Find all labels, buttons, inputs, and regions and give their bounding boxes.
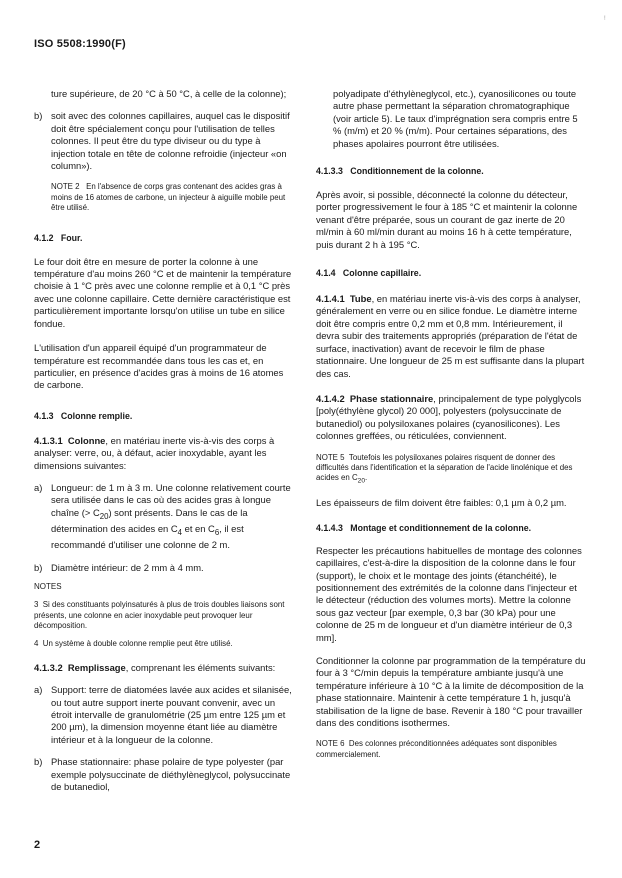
text-run: , il est recommandé d'utiliser une colonne de 2 m. xyxy=(51,523,244,551)
note-label: 3 xyxy=(34,600,39,610)
item-b-continuation: polyadipate d'éthylèneglycol, etc.), cyanosilicones ou toute autre phase permettant la séparation chromatographique (voir article 5). Le taux d'imprégnation sera compris entre 5 % (m/m) et 20 % (m/m). Pour certaines séparations, des phases apolaires pourront être utilisées. xyxy=(333,88,578,149)
list-label: b) xyxy=(34,756,43,768)
list-label: b) xyxy=(34,561,43,573)
section-heading-4-1-4 xyxy=(316,268,586,279)
section-number: 4.1.4.1 xyxy=(316,293,345,305)
note-6 xyxy=(316,739,586,760)
list-label: a) xyxy=(34,481,43,493)
note-text: Un système à double colonne remplie peut être utilisé. xyxy=(42,639,233,649)
section-number: 4.1.3.3 xyxy=(316,166,343,177)
section-number: 4.1.4 xyxy=(316,268,336,279)
section-number: 4.1.2 xyxy=(34,232,54,243)
list-item-text: Diamètre intérieur: de 2 mm à 4 mm. xyxy=(51,561,204,573)
note-label: NOTE 6 xyxy=(316,739,345,749)
list-item-text: Phase stationnaire: phase polaire de type polyester (par exemple polysuccinate de diéthylèneglycol, polysuccinate de butanediol, xyxy=(51,756,291,792)
section-number: 4.1.3 xyxy=(34,410,54,421)
document-header: ISO 5508:1990(F) xyxy=(34,38,126,50)
list-item-text: Support: terre de diatomées lavée aux acides et silanisée, ou tout autre support inerte pouvant convenir, avec un étroit intervalle de granulométrie (25 µm entre 125 µm et 200 µm), la dimension moyenne étant liée au diamètre intérieur et à la longueur de la colonne. xyxy=(51,684,292,745)
note-label: 4 xyxy=(34,639,39,649)
paragraph: Conditionner la colonne par programmation de la température du four à 3 °C/min depuis la température ambiante jusqu'à une température inférieure à 10 °C à la limite de décomposition de la phase stationnaire. Maintenir à cette température 1 h, jusqu'à stabilisation de la ligne de base. Revenir à 180 °C pour travailler dans des conditions isothermes. xyxy=(316,654,586,729)
list-item-text: soit avec des colonnes capillaires, auquel cas le dispositif doit être spécialement conçu pour l'utilisation de telles colonnes. Il peut être du type diviseur ou du type à injection totale en tête de colonne refroidie (injecteur «on column»). xyxy=(51,110,290,172)
note-text: Des colonnes préconditionnées adéquates sont disponibles commercialement. xyxy=(316,739,557,759)
section-title: Phase stationnaire xyxy=(349,392,434,404)
text-run: et en C xyxy=(182,523,215,535)
paragraph-4-1-3-2 xyxy=(34,662,296,674)
section-title: Montage et conditionnement de la colonne. xyxy=(350,522,532,533)
item-a-continuation: ture supérieure, de 20 °C à 50 °C, à celle de la colonne); xyxy=(51,88,287,99)
paragraph: Les épaisseurs de film doivent être faibles: 0,1 µm à 0,2 µm. xyxy=(316,497,567,509)
list-item-a3 xyxy=(34,684,296,746)
subscript: 4 xyxy=(177,527,182,537)
section-title: Remplissage xyxy=(67,661,126,673)
notes-heading: NOTES xyxy=(34,582,62,592)
list-item-b xyxy=(34,110,296,172)
text-run: Longueur: de 1 m à 3 m. Une colonne relativement courte sera utilisée dans le cas où des acides gras à longue chaîne (> C xyxy=(51,481,291,518)
right-column xyxy=(316,88,586,760)
subscript: 20 xyxy=(357,477,365,485)
note-text: En l'absence de corps gras contenant des acides gras à moins de 16 atomes de carbone, un injecteur à aiguille mobile peut être utilisé. xyxy=(51,182,286,213)
paragraph-text: , comprenant les éléments suivants: xyxy=(125,661,276,673)
subscript: 20 xyxy=(99,511,109,521)
section-heading-4-1-3-3 xyxy=(316,166,586,177)
paragraph-text: , en matériau inerte vis-à-vis des corps à analyser, généralement en verre ou en silice fondue. Le diamètre interne doit être compris entre 0,2 mm et 0,8 mm. Intérieurement, il devra subir des traitements appropriés (préparation de l'état de surface, inactivation) avant de recevoir le film de phase stationnaire. Une longueur de 25 m est suffisante dans la plupart des cas. xyxy=(316,293,585,379)
text-run: ) sont présents. Dans le cas de la détermination des acides en C xyxy=(51,506,248,535)
section-title: Colonne remplie. xyxy=(60,410,133,421)
paragraph-4-1-4-1 xyxy=(316,293,586,380)
list-item-text xyxy=(51,482,296,552)
note-label: NOTE 2 xyxy=(51,182,80,192)
left-column xyxy=(34,88,296,793)
note-5 xyxy=(316,453,586,488)
section-heading-4-1-3 xyxy=(34,411,296,422)
list-label: a) xyxy=(34,684,43,696)
paragraph: Après avoir, si possible, déconnecté la colonne du détecteur, porter progressivement le four à 185 °C et maintenir la colonne venant d'être préparée, sous un courant de gaz inerte de 20 ml/min à 60 ml/min durant au moins 16 h à cette température, puis durant 2 h à 195 °C. xyxy=(316,189,578,250)
section-heading-4-1-4-3 xyxy=(316,523,586,534)
page-number: 2 xyxy=(34,839,41,851)
list-item-b2 xyxy=(34,562,296,574)
paragraph: L'utilisation d'un appareil équipé d'un programmateur de température est recommandée dans tous les cas et, en particulier, en présence d'acides gras à moins de 16 atomes de carbone. xyxy=(34,342,284,391)
note-2 xyxy=(34,182,296,213)
subscript: 6 xyxy=(214,527,220,537)
note-text: Si des constituants polyinsaturés à plus de trois doubles liaisons sont présents, une colonne en acier inoxydable peut provoquer leur décomposition. xyxy=(34,600,285,630)
paragraph: Le four doit être en mesure de porter la colonne à une température d'au moins 260 °C et de maintenir la température choisie à 1 °C près avec une colonne remplie et à 0,1 °C près avec une colonne capillaire. Cette dernière caractéristique est particulièrement importante lorsqu'on utilise un tube en silice fondue. xyxy=(34,255,292,329)
paragraph-text: , principalement de type polyglycols [poly(éthylène glycol) 20 000], polyesters (polysuccinate de butanediol) ou polysiloxanes polaires (cyanosilicones). Les colonnes greffées, ou réticulées, conviennent. xyxy=(316,392,582,442)
paragraph-4-1-4-2 xyxy=(316,393,586,443)
section-number: 4.1.4.3 xyxy=(316,522,343,533)
list-item-a xyxy=(34,482,296,552)
note-text: Toutefois les polysiloxanes polaires risquent de donner des difficultés dans l'identification et la séparation de l'acide linolénique et des acides en C xyxy=(316,452,573,483)
list-item-b3 xyxy=(34,756,296,793)
note-4 xyxy=(34,639,296,649)
section-title: Conditionnement de la colonne. xyxy=(350,166,484,177)
corner-mark: ! xyxy=(604,16,606,22)
section-title: Four. xyxy=(60,232,83,243)
note-label: NOTE 5 xyxy=(316,452,345,462)
paragraph: Respecter les précautions habituelles de montage des colonnes capillaires, c'est-à-dire la disposition de la colonne dans le four (support), le choix et le montage des joints (étanchéité), le positionnement des extrémités de la colonne dans l'injecteur et le détecteur (réduction des volumes morts). Mettre la colonne sous gaz vecteur [par exemple, 0,3 bar (30 kPa) pour une colonne de 25 m de longueur et d'un diamètre intérieur de 0,3 mm]. xyxy=(316,544,582,643)
paragraph-text: , en matériau inerte vis-à-vis des corps à analyser: verre, ou, à défaut, acier inoxydable, ayant les dimensions suivantes: xyxy=(34,434,275,471)
section-heading-4-1-2 xyxy=(34,233,296,244)
section-title: Colonne xyxy=(67,434,106,446)
section-title: Colonne capillaire. xyxy=(342,268,422,279)
section-number: 4.1.3.2 xyxy=(34,661,63,673)
note-text: . xyxy=(365,473,368,483)
note-3 xyxy=(34,600,296,631)
paragraph-4-1-3-1 xyxy=(34,435,296,472)
section-number: 4.1.4.2 xyxy=(316,392,345,404)
section-number: 4.1.3.1 xyxy=(34,434,63,446)
list-label: b) xyxy=(34,110,43,122)
section-title: Tube xyxy=(349,293,372,305)
